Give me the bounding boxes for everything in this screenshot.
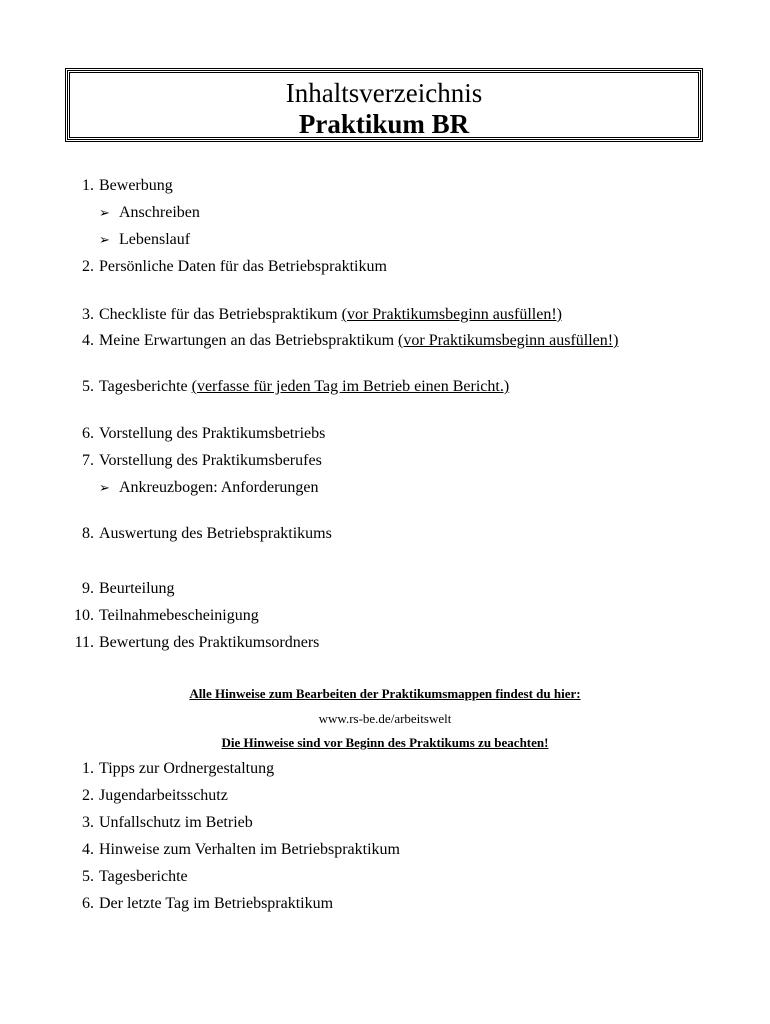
notice-warning: Die Hinweise sind vor Beginn des Praktikums zu beachten! <box>221 735 549 750</box>
notice-url: www.rs-be.de/arbeitswelt <box>318 711 452 726</box>
arrowhead-bullet-icon: ➢ <box>99 233 110 248</box>
arrowhead-bullet-icon: ➢ <box>99 206 110 221</box>
toc-note: (verfasse für jeden Tag im Betrieb einen Bericht.) <box>191 378 510 395</box>
page-title: Inhaltsverzeichnis <box>285 78 483 108</box>
page-subtitle: Praktikum BR <box>298 109 470 139</box>
toc-note: (vor Praktikumsbeginn ausfüllen!) <box>341 306 563 323</box>
toc-note: (vor Praktikumsbeginn ausfüllen!) <box>398 332 619 349</box>
title-box <box>67 70 701 140</box>
notice-heading: Alle Hinweise zum Bearbeiten der Praktikumsmappen findest du hier: <box>189 686 581 701</box>
arrowhead-bullet-icon: ➢ <box>99 481 110 496</box>
